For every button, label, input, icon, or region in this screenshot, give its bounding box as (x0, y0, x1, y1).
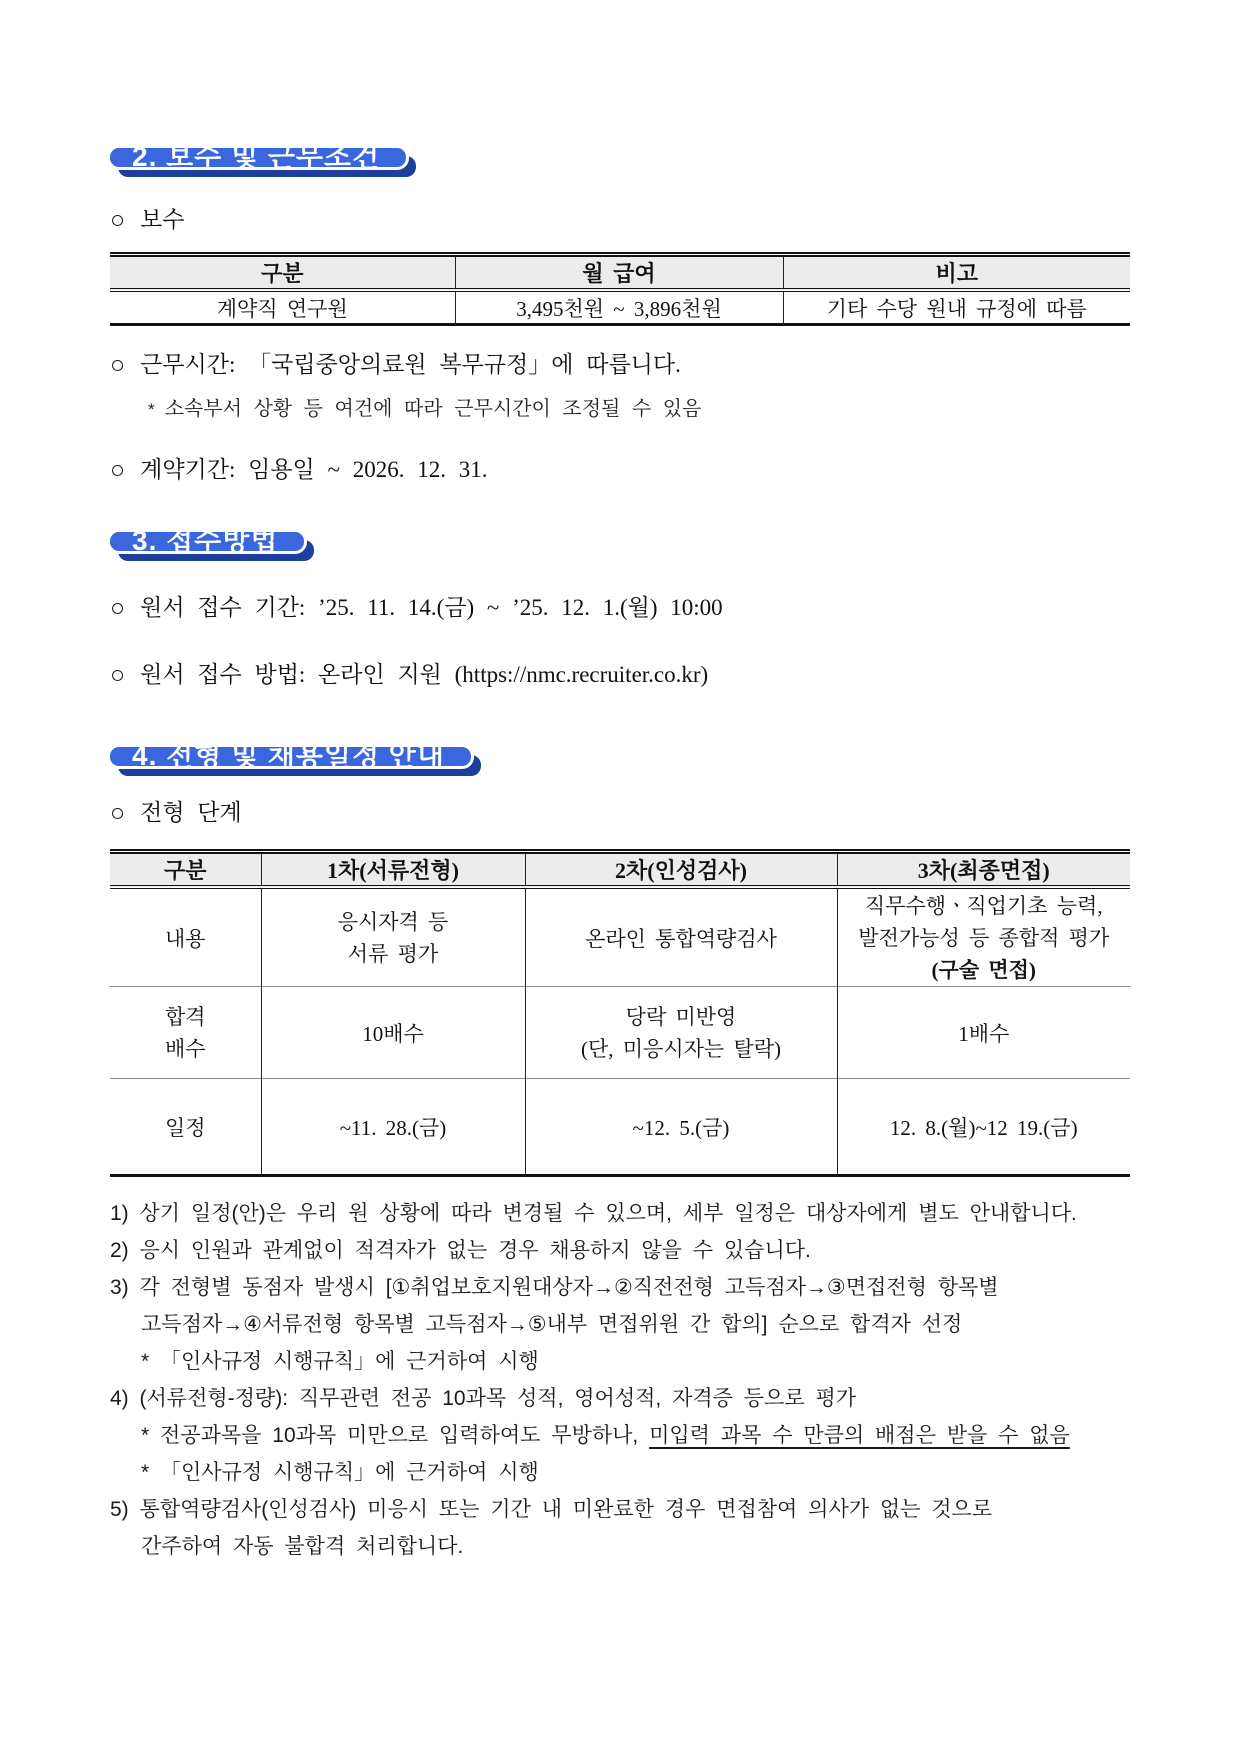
salary-cell-category: 계약직 연구원 (216, 296, 348, 321)
selection-col-category: 구분 (110, 852, 261, 888)
asterisk-icon: * (148, 400, 155, 419)
table-row-content (110, 887, 1130, 987)
selection-steps-label: 전형 단계 (140, 800, 242, 825)
note-2: 2) 응시 인원과 관계없이 적격자가 없는 경우 채용하지 않을 수 있습니다. (110, 1239, 811, 1262)
salary-table-header-row (110, 255, 1130, 291)
note-1: 1) 상기 일정(안)은 우리 원 상황에 따라 변경될 수 있으며, 세부 일정은 대상자에게 별도 안내합니다. (110, 1202, 1077, 1225)
multiple-row-label (110, 987, 261, 1079)
circle-bullet-icon: ○ (110, 352, 126, 379)
multiple-stage2-line2: (단, 미응시자는 탈락) (580, 1036, 782, 1061)
section-4-heading-row (110, 740, 1130, 771)
contract-line (110, 455, 1130, 485)
note-4-star2: * 「인사규정 시행규칙」에 근거하여 시행 (141, 1461, 539, 1484)
section-2-heading-row (110, 141, 1130, 172)
salary-col-monthly-pay: 월 급여 (455, 255, 783, 291)
note-4-star1-underlined: 미입력 과목 수 만큼의 배점은 받을 수 없음 (649, 1424, 1070, 1447)
schedule-stage3-cell: 12. 8.(월)~12 19.(금) (837, 1079, 1130, 1176)
note-5-line2: 간주하여 자동 불합격 처리합니다. (141, 1535, 464, 1558)
content-stage1-line1: 응시자격 등 (337, 909, 449, 934)
bullet-compensation (110, 205, 1130, 235)
salary-col-category: 구분 (110, 255, 455, 291)
salary-cell-remarks: 기타 수당 원내 규정에 따름 (783, 290, 1130, 325)
section-heading-selection: 4. 전형 및 채용일정 안내 (110, 747, 471, 766)
content-stage1-cell (261, 887, 525, 987)
content-stage1-line2: 서류 평가 (347, 941, 439, 966)
note-3-line1: 3) 각 전형별 동점자 발생시 [①취업보호지원대상자→②직전전형 고득점자→③면접전형 항목별 (110, 1276, 999, 1299)
footnotes (110, 1195, 1130, 1565)
section-heading-application: 3. 접수방법 (110, 532, 304, 551)
selection-col-stage2: 2차(인성검사) (525, 852, 837, 888)
worktime-text: 근무시간: 「국립중앙의료원 복무규정」에 따릅니다. (140, 352, 681, 377)
note-4-star1-prefix: * 전공과목을 10과목 미만으로 입력하여도 무방하나, (141, 1424, 650, 1447)
circle-bullet-icon: ○ (110, 207, 126, 234)
multiple-stage1-cell: 10배수 (261, 987, 525, 1079)
section-heading-compensation: 2. 보수 및 근무조건 (110, 148, 406, 167)
schedule-stage1-cell: ~11. 28.(금) (261, 1079, 525, 1176)
table-row-pass-multiple (110, 987, 1130, 1079)
schedule-stage2-cell: ~12. 5.(금) (525, 1079, 837, 1176)
note-4: 4) (서류전형-정량): 직무관련 전공 10과목 성적, 영어성적, 자격증 등으로 평가 (110, 1387, 857, 1410)
content-stage2-cell: 온라인 통합역량검사 (525, 887, 837, 987)
content-stage3-cell (837, 887, 1130, 987)
salary-table (110, 252, 1130, 326)
circle-bullet-icon: ○ (110, 457, 126, 484)
multiple-stage2-line1: 당락 미반영 (625, 1004, 737, 1029)
schedule-row-label: 일정 (110, 1079, 261, 1176)
multiple-label-line1: 합격 (164, 1004, 206, 1029)
application-period-text: 원서 접수 기간: ’25. 11. 14.(금) ~ ’25. 12. 1.(월) 10:00 (140, 595, 723, 620)
circle-bullet-icon: ○ (110, 800, 126, 827)
note-3-star: * 「인사규정 시행규칙」에 근거하여 시행 (141, 1350, 539, 1373)
worktime-subnote-text: 소속부서 상황 등 여건에 따라 근무시간이 조정될 수 있음 (164, 398, 702, 420)
salary-cell-monthly-pay: 3,495천원 ~ 3,896천원 (455, 290, 783, 325)
worktime-line (110, 350, 1130, 380)
multiple-label-line2: 배수 (164, 1036, 206, 1061)
content-stage3-line2: 발전가능성 등 종합적 평가 (858, 925, 1110, 950)
note-4-star1 (110, 1417, 1130, 1454)
selection-col-stage3: 3차(최종면접) (837, 852, 1130, 888)
application-method-text: 원서 접수 방법: 온라인 지원 (https://nmc.recruiter.co.kr) (140, 662, 709, 687)
contract-text: 계약기간: 임용일 ~ 2026. 12. 31. (140, 457, 488, 482)
content-stage3-line1: 직무수행ㆍ직업기초 능력, (864, 893, 1103, 918)
selection-table (110, 849, 1130, 1177)
table-row-schedule (110, 1079, 1130, 1176)
compensation-label: 보수 (140, 207, 185, 232)
note-3-line2: 고득점자→④서류전형 항목별 고득점자→⑤내부 면접위원 간 합의] 순으로 합격자 선정 (141, 1313, 963, 1336)
circle-bullet-icon: ○ (110, 662, 126, 689)
selection-col-stage1: 1차(서류전형) (261, 852, 525, 888)
table-row (110, 290, 1130, 325)
multiple-stage2-cell (525, 987, 837, 1079)
multiple-stage3-cell: 1배수 (837, 987, 1130, 1079)
salary-col-remarks: 비고 (783, 255, 1130, 291)
content-stage3-line3: (구술 면접) (931, 957, 1036, 982)
selection-table-header-row (110, 852, 1130, 888)
bullet-selection-steps (110, 798, 1130, 828)
section-3-heading-row (110, 525, 1130, 556)
application-period-line (110, 593, 1130, 623)
content-row-label: 내용 (164, 926, 206, 951)
note-5-line1: 5) 통합역량검사(인성검사) 미응시 또는 기간 내 미완료한 경우 면접참여 의사가 없는 것으로 (110, 1498, 993, 1521)
application-method-line (110, 660, 1130, 690)
worktime-subnote (110, 396, 1130, 423)
circle-bullet-icon: ○ (110, 595, 126, 622)
